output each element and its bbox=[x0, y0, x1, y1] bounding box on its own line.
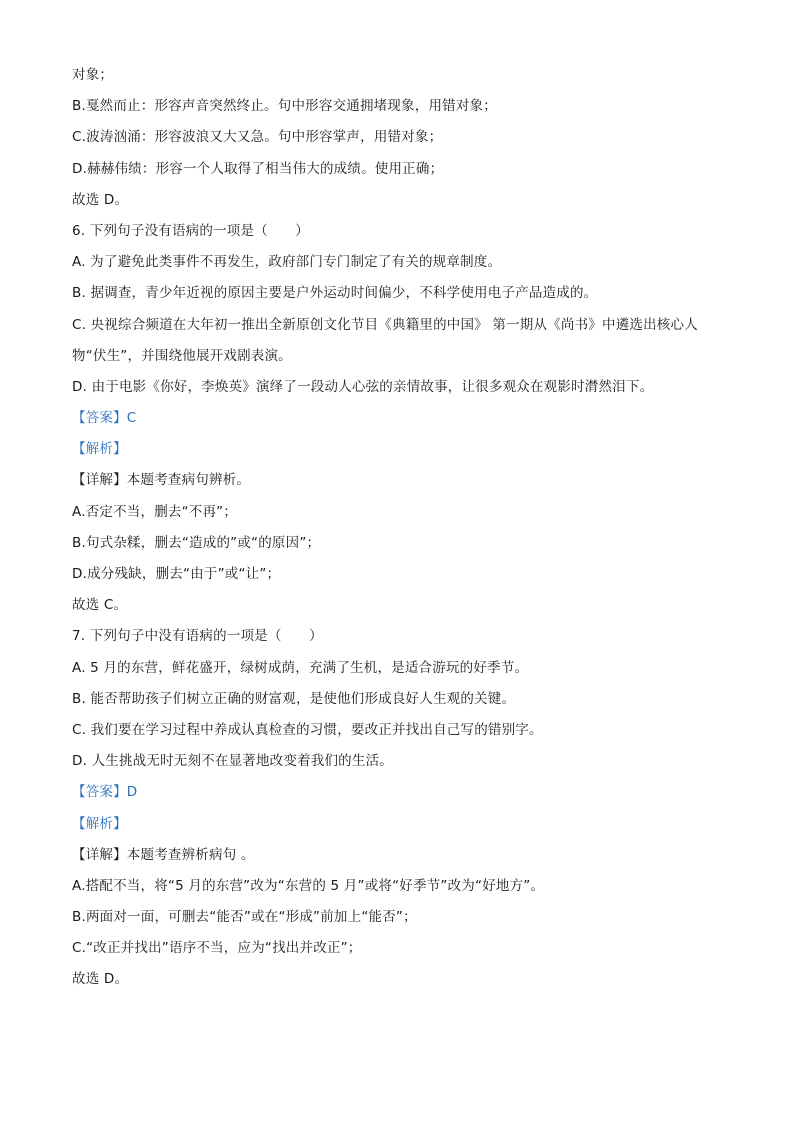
question-7-option-a: A. 5 月的东营，鲜花盛开，绿树成荫，充满了生机，是适合游玩的好季节。 bbox=[72, 659, 529, 676]
detail-explanation: 【详解】本题考查病句辨析。 bbox=[72, 472, 251, 489]
analysis-label: 【解析】 bbox=[72, 815, 127, 832]
option-d-explanation: D.赫赫伟绩：形容一个人取得了相当伟大的成绩。使用正确； bbox=[72, 160, 444, 177]
question-6-option-b: B. 据调查，青少年近视的原因主要是户外运动时间偏少，不科学使用电子产品造成的。 bbox=[72, 285, 598, 302]
explanation-d: D.成分残缺，删去“由于”或“让”； bbox=[72, 566, 281, 582]
question-7-stem: 7. 下列句子中没有语病的一项是（ ） bbox=[72, 628, 323, 645]
question-7-option-d: D. 人生挑战无时无刻不在显著地改变着我们的生活。 bbox=[72, 753, 393, 770]
question-6-option-d: D. 由于电影《你好，李焕英》演绎了一段动人心弦的亲情故事，让很多观众在观影时潸然泪下。 bbox=[72, 378, 654, 395]
answer-label: 【答案】C bbox=[72, 410, 137, 427]
question-6-option-c: C. 央视综合频道在大年初一推出全新原创文化节目《典籍里的中国》 第一期从《尚书》中遴选出核心人 bbox=[72, 316, 698, 333]
question-6-option-a: A. 为了避免此类事件不再发生，政府部门专门制定了有关的规章制度。 bbox=[72, 254, 502, 271]
explanation-b: B.句式杂糅，删去“造成的”或“的原因”； bbox=[72, 534, 321, 551]
analysis-label: 【解析】 bbox=[72, 441, 127, 458]
question-6-option-c-continued: 物“伏生”，并围绕他展开戏剧表演。 bbox=[72, 347, 292, 364]
explanation-a: A.否定不当，删去“不再”； bbox=[72, 503, 238, 520]
explanation-b: B.两面对一面，可删去“能否”或在“形成”前加上“能否”； bbox=[72, 909, 417, 926]
text-line: 对象； bbox=[72, 67, 114, 83]
explanation-a: A.搭配不当，将“5 月的东营”改为“东营的 5 月”或将“好季节”改为“好地方”。 bbox=[72, 877, 545, 894]
question-6-stem: 6. 下列句子没有语病的一项是（ ） bbox=[72, 222, 309, 239]
document-page bbox=[72, 60, 732, 996]
choice-conclusion: 故选 D。 bbox=[72, 191, 129, 208]
option-c-explanation: C.波涛汹涌：形容波浪又大又急。句中形容掌声，用错对象； bbox=[72, 129, 443, 146]
answer-label: 【答案】D bbox=[72, 784, 138, 801]
explanation-c: C.“改正并找出”语序不当，应为“找出并改正”； bbox=[72, 940, 362, 957]
choice-conclusion: 故选 D。 bbox=[72, 971, 129, 988]
question-7-option-c: C. 我们要在学习过程中养成认真检查的习惯，要改正并找出自己写的错别字。 bbox=[72, 721, 543, 738]
question-7-option-b: B. 能否帮助孩子们树立正确的财富观，是使他们形成良好人生观的关键。 bbox=[72, 690, 516, 707]
detail-explanation: 【详解】本题考查辨析病句 。 bbox=[72, 846, 255, 863]
choice-conclusion: 故选 C。 bbox=[72, 597, 128, 614]
option-b-explanation: B.戛然而止：形容声音突然终止。句中形容交通拥堵现象，用错对象； bbox=[72, 98, 497, 115]
